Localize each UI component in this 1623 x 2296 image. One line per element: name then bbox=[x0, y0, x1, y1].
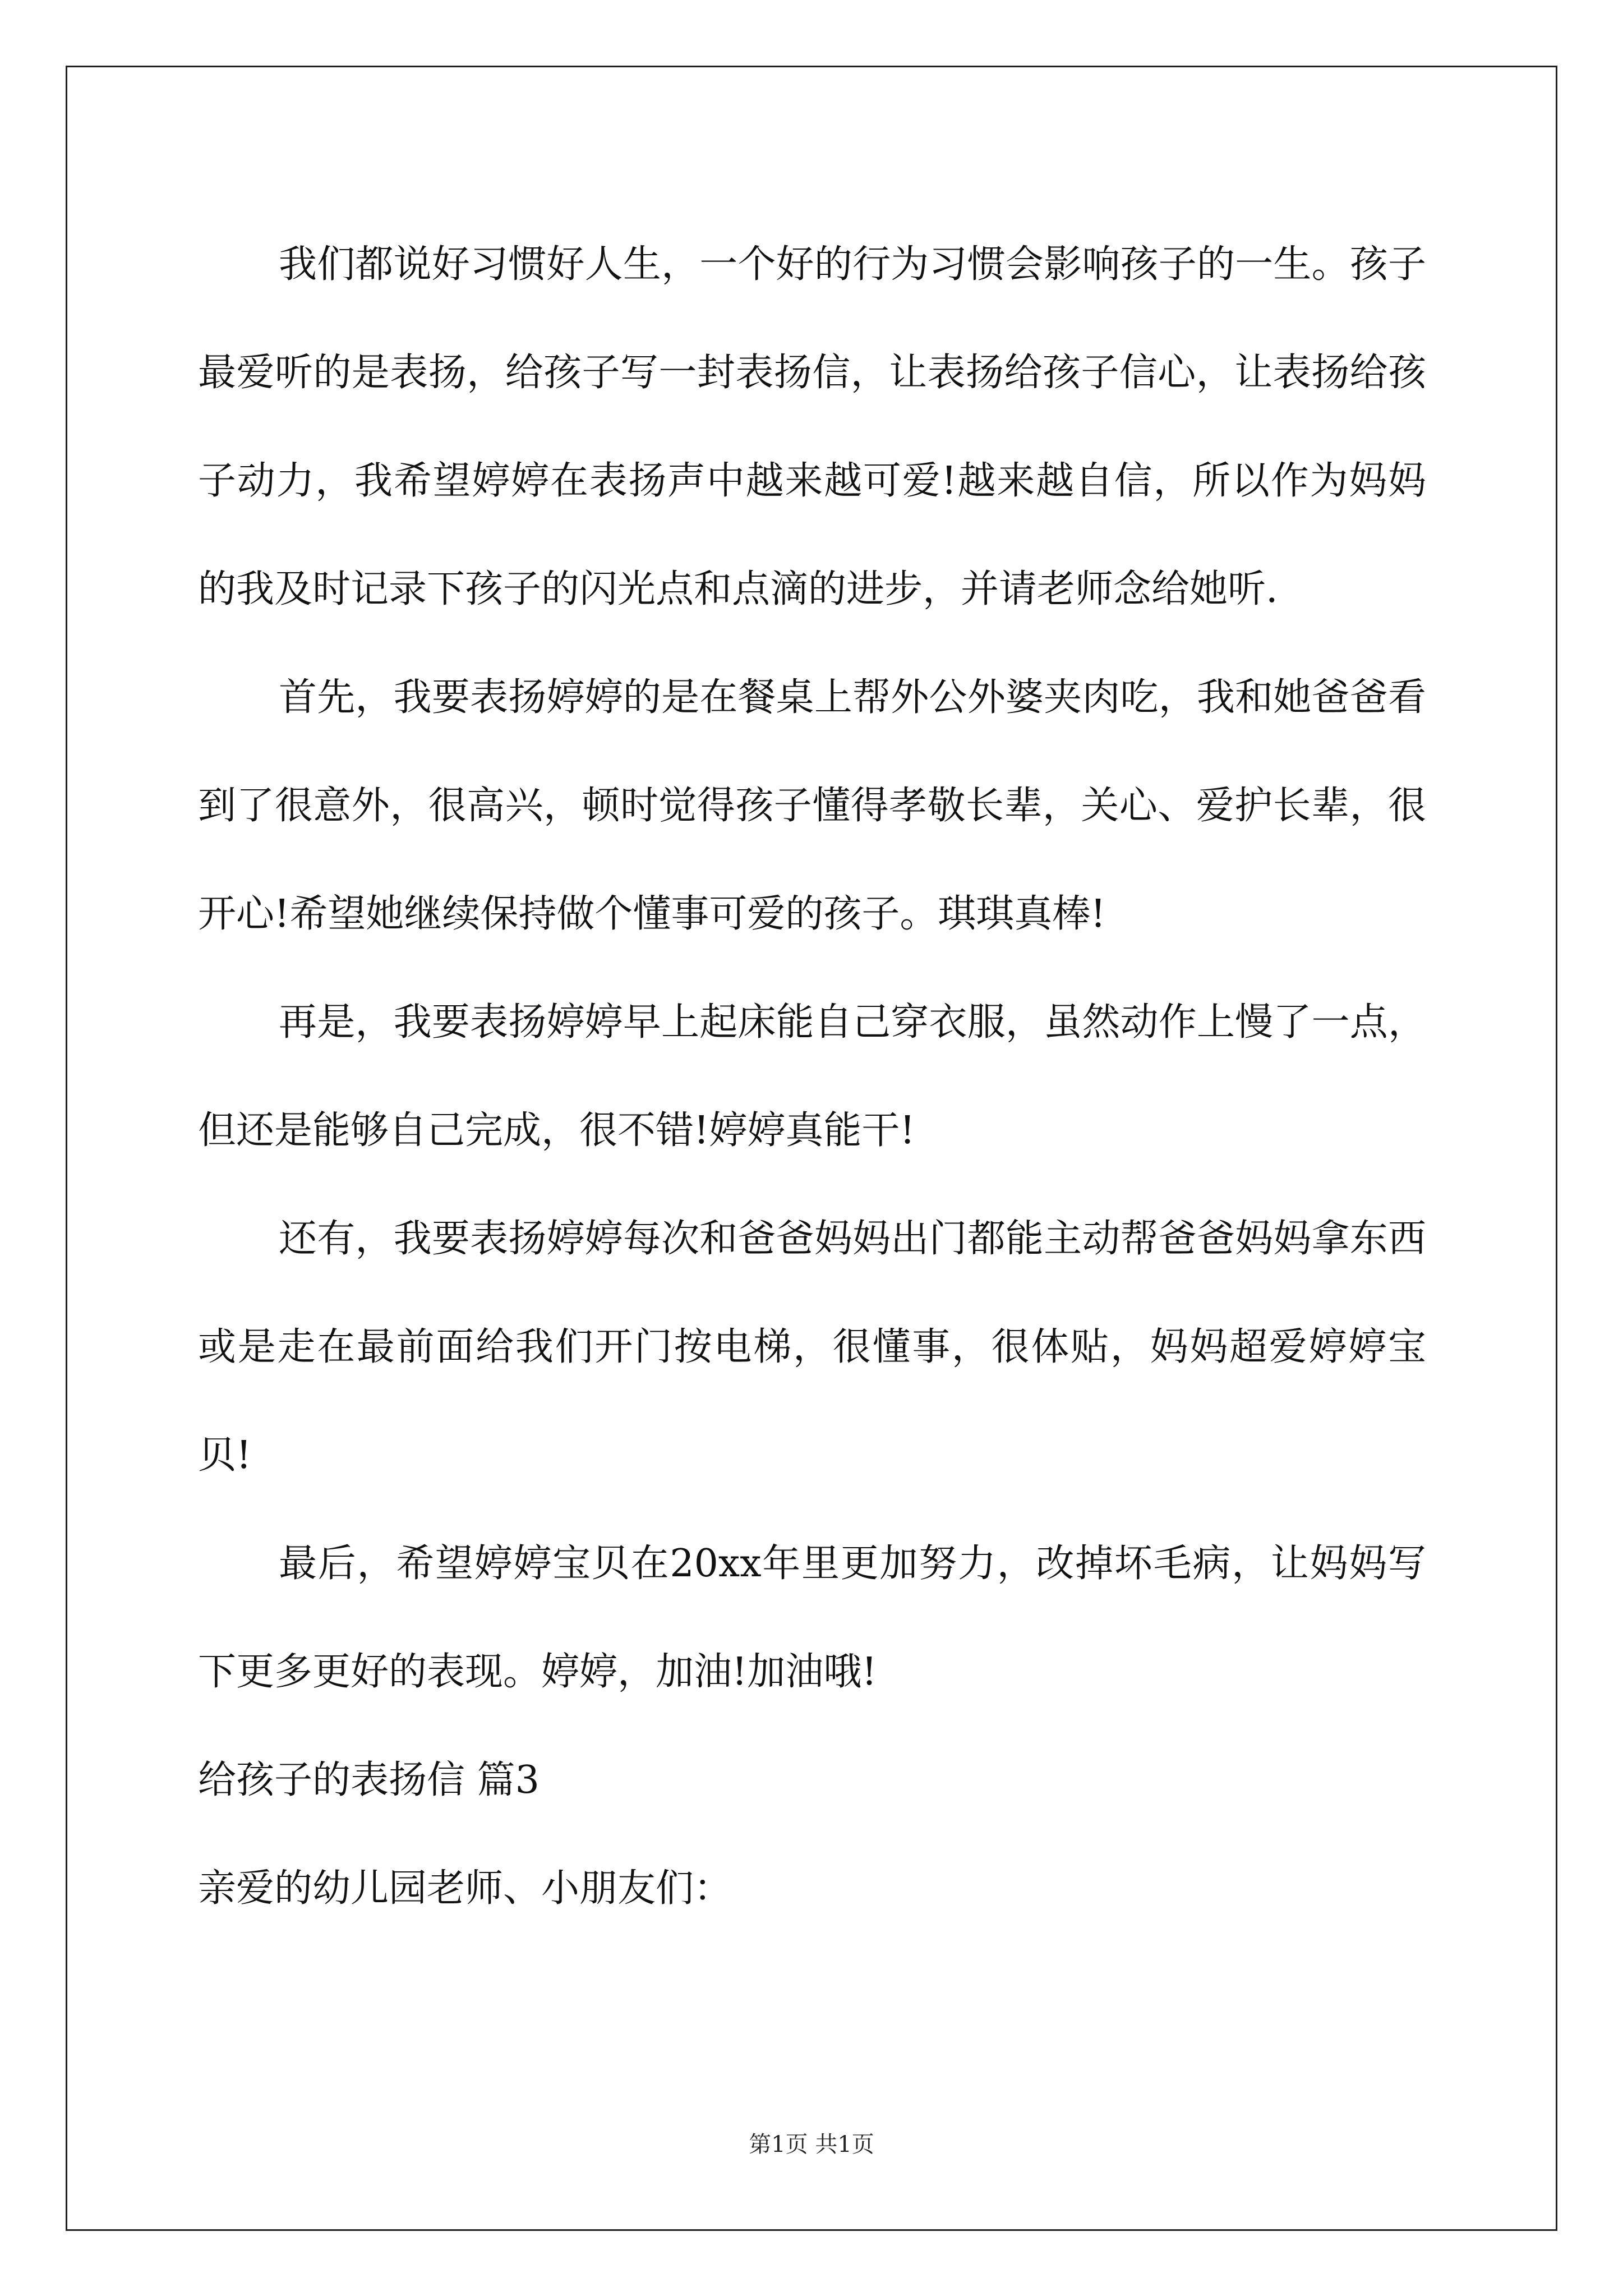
paragraph-third-praise: 还有，我要表扬婷婷每次和爸爸妈妈出门都能主动帮爸爸妈妈拿东西或是走在最前面给我们开门按电梯，很懂事，很体贴，妈妈超爱婷婷宝贝! bbox=[198, 1217, 1426, 1478]
paragraph-second-praise: 再是，我要表扬婷婷早上起床能自己穿衣服，虽然动作上慢了一点，但还是能够自己完成，很不错!婷婷真能干! bbox=[198, 1000, 1426, 1153]
section-heading: 给孩子的表扬信 篇3 bbox=[198, 1758, 540, 1802]
paragraph-closing: 最后，希望婷婷宝贝在20xx年里更加努力，改掉坏毛病，让妈妈写下更多更好的表现。婷婷，加油!加油哦! bbox=[198, 1542, 1426, 1694]
paragraph-intro: 我们都说好习惯好人生，一个好的行为习惯会影响孩子的一生。孩子最爱听的是表扬，给孩子写一封表扬信，让表扬给孩子信心，让表扬给孩子动力，我希望婷婷在表扬声中越来越可爱!越来越自信，所以作为妈妈的我及时记录下孩子的闪光点和点滴的进步，并请老师念给她听. bbox=[198, 242, 1426, 611]
salutation: 亲爱的幼儿园老师、小朋友们： bbox=[198, 1866, 732, 1911]
page-footer: 第1页 共1页 bbox=[749, 2132, 874, 2157]
document-body bbox=[198, 210, 1426, 1943]
paragraph-first-praise: 首先，我要表扬婷婷的是在餐桌上帮外公外婆夹肉吃，我和她爸爸看到了很意外，很高兴，顿时觉得孩子懂得孝敬长辈，关心、爱护长辈，很开心!希望她继续保持做个懂事可爱的孩子。琪琪真棒! bbox=[198, 675, 1426, 936]
